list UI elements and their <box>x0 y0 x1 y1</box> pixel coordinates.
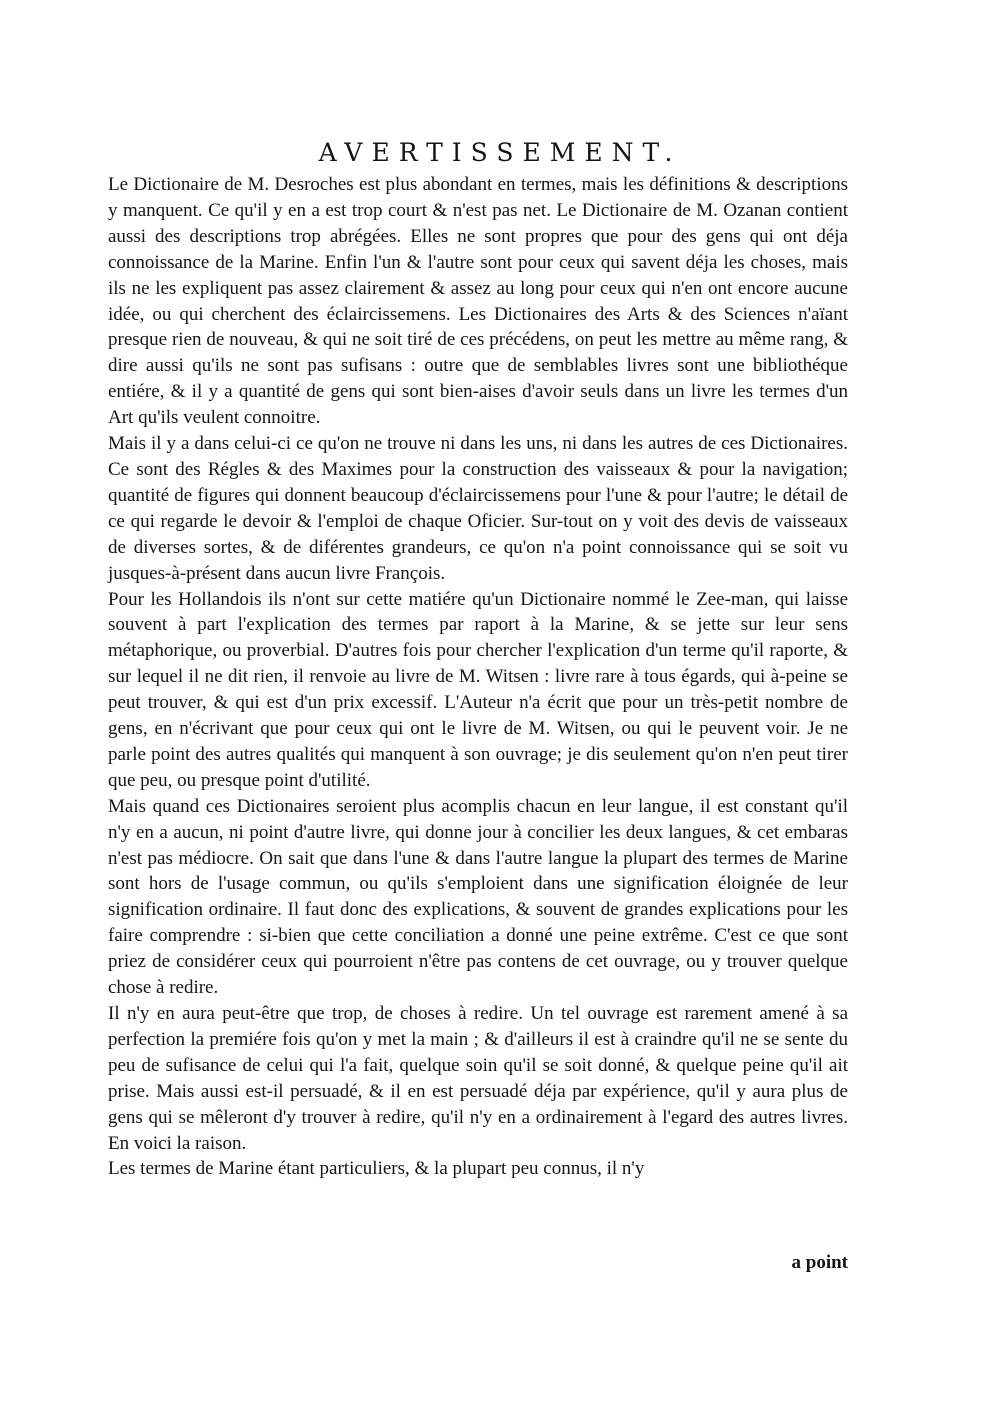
paragraph-3: Pour les Hollandois ils n'ont sur cette matiére qu'un Dictionaire nommé le Zee-man, qui laisse souvent à part l'explication des termes par raport à la Marine, & se jette sur leur sens métaphorique, ou proverbial. D'autres fois pour chercher l'explication d'un terme qu'il raporte, & sur lequel il ne dit rien, il renvoie au livre de M. Witsen : livre rare à tous égards, qui à-peine se peut trouver, & qui est d'un prix excessif. L'Auteur n'a écrit que pour un très-petit nombre de gens, en n'écrivant que pour ceux qui ont le livre de M. Witsen, ou qui le peuvent voir. Je ne parle point des autres qualités qui manquent à son ouvrage; je dis seulement qu'on n'en peut tirer que peu, ou presque point d'utilité. <box>108 588 848 791</box>
paragraph-5: Il n'y en aura peut-être que trop, de choses à redire. Un tel ouvrage est rarement amené à sa perfection la premiére fois qu'on y met la main ; & d'ailleurs il est à craindre qu'il ne se sente du peu de sufisance de celui qui l'a fait, quelque soin qu'il se soit donné, & quelque peine qu'il ait prise. Mais aussi est-il persuadé, & il en est persuadé déja par expérience, qu'il y aura plus de gens qui se mêleront d'y trouver à redire, qu'il n'y en a ordinairement à l'egard des autres livres. En voici la raison. <box>108 1003 848 1154</box>
paragraph-2: Mais il y a dans celui-ci ce qu'on ne trouve ni dans les uns, ni dans les autres de ces Dictionaires. Ce sont des Régles & des Maximes pour la construction des vaisseaux & pour la navigation; quantité de figures qui donnent beaucoup d'éclaircissemens pour l'une & pour l'autre; le détail de ce qui regarde le devoir & l'emploi de chaque Oficier. Sur-tout on y voit des devis de vaisseaux de diverses sortes, & de diférentes grandeurs, ce qu'on n'a point connoissance qui se soit vu jusques-à-présent dans aucun livre François. <box>108 433 848 584</box>
paragraph-4: Mais quand ces Dictionaires seroient plus acomplis chacun en leur langue, il est constant qu'il n'y en a aucun, ni point d'autre livre, qui donne jour à concilier les deux langues, & cet embaras n'est pas médiocre. On sait que dans l'une & dans l'autre langue la plupart des termes de Marine sont hors de l'usage commun, ou qu'ils s'emploient dans une signification éloignée de leur signification ordinaire. Il faut donc des explications, & souvent de grandes explications pour les faire comprendre : si-bien que cette conciliation a donné une peine extrême. C'est ce que sont priez de considérer ceux qui pourroient n'être pas contens de cet ouvrage, ou y trouver quelque chose à redire. <box>108 795 848 999</box>
catchword: a point <box>791 1252 848 1273</box>
body-text <box>108 172 848 1182</box>
paragraph-1: Le Dictionaire de M. Desroches est plus abondant en termes, mais les définitions & descriptions y manquent. Ce qu'il y en a est trop court & n'est pas net. Le Dictionaire de M. Ozanan contient aussi des descriptions trop abrégées. Elles ne sont propres que pour des gens qui ont déja connoissance de la Marine. Enfin l'un & l'autre sont pour ceux qui savent déja les choses, mais ils ne les expliquent pas assez clairement & assez au long pour ceux qui n'en ont encore aucune idée, ou qui cherchent des éclaircissemens. Les Dictionaires des Arts & des Sciences n'aïant presque rien de nouveau, & qui ne soit tiré de ces précédens, on peut les mettre au même rang, & dire aussi qu'ils ne sont pas sufisans : outre que de semblables livres sont une bibliothéque entiére, & il y a quantité de gens qui sont bien-aises d'avoir seuls dans un livre les termes d'un Art qu'ils veulent connoitre. <box>108 174 848 429</box>
paragraph-6: Les termes de Marine étant particuliers, & la plupart peu connus, il n'y <box>108 1158 645 1180</box>
page-heading: AVERTISSEMENT. <box>318 138 682 167</box>
